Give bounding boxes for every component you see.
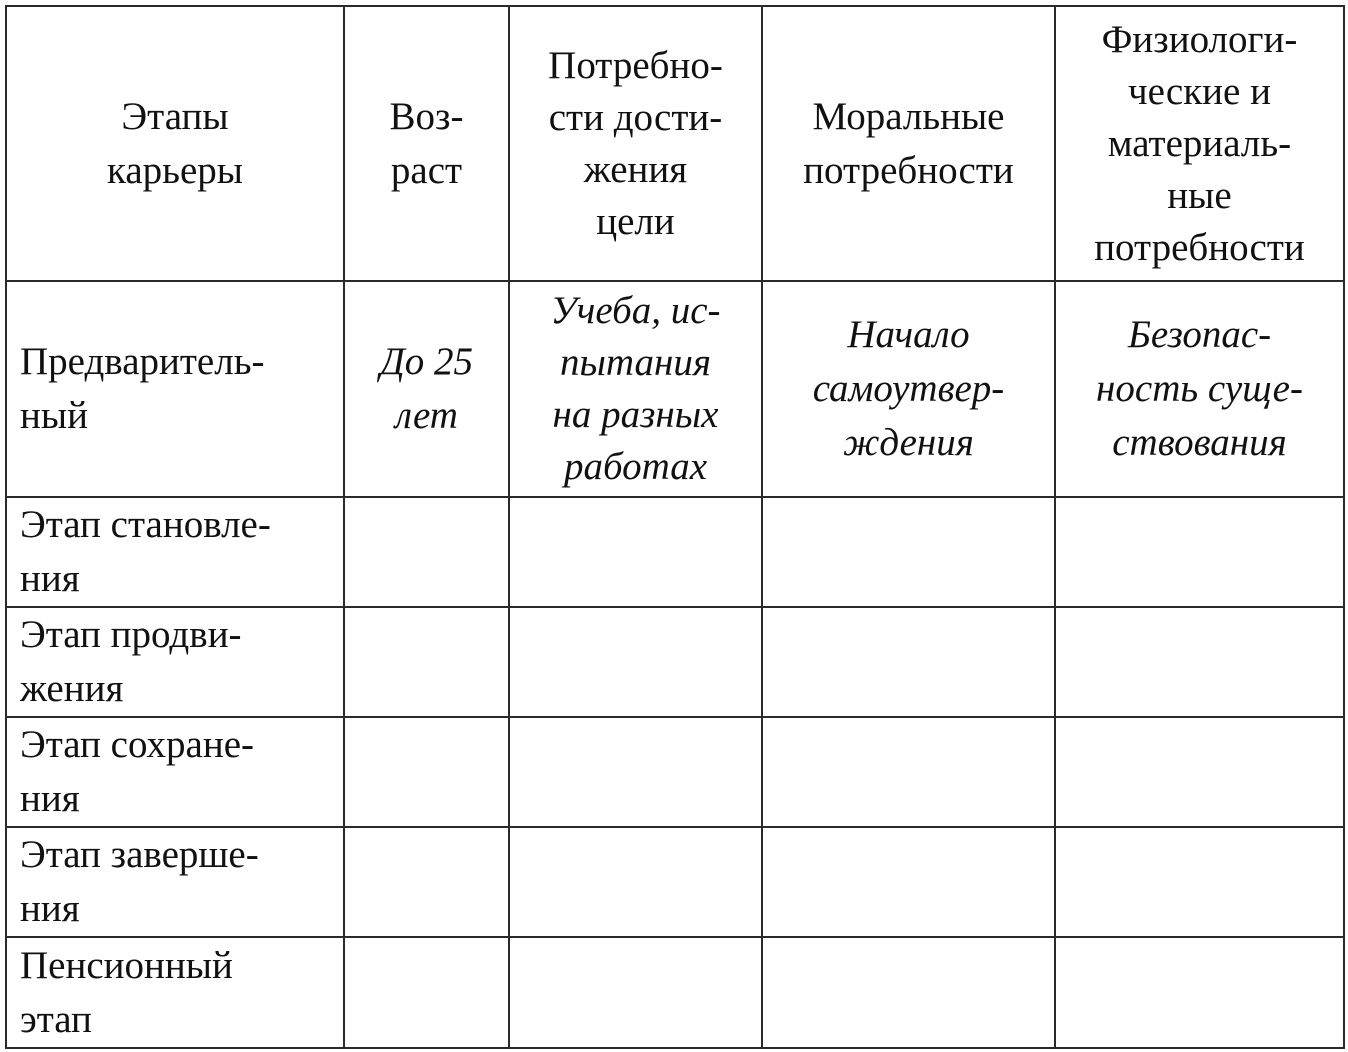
- table-row: [6, 717, 1344, 827]
- header-career-stages: Этапы карьеры: [6, 6, 344, 281]
- age-cell: [344, 937, 509, 1048]
- stage-cell: Этап становле- ния: [6, 497, 344, 607]
- table-row: [6, 827, 1344, 937]
- material-needs-cell: [1055, 937, 1344, 1048]
- goal-needs-cell: [509, 827, 762, 937]
- moral-needs-cell: [762, 497, 1055, 607]
- header-row: [6, 6, 1344, 281]
- goal-needs-cell: [509, 717, 762, 827]
- goal-needs-cell: [509, 937, 762, 1048]
- goal-needs-cell: Учеба, ис- пытания на разных работах: [509, 281, 762, 497]
- header-goal-needs: Потребно- сти дости- жения цели: [509, 6, 762, 281]
- goal-needs-cell: [509, 497, 762, 607]
- goal-needs-cell: [509, 607, 762, 717]
- material-needs-cell: [1055, 717, 1344, 827]
- moral-needs-cell: [762, 607, 1055, 717]
- age-cell: [344, 717, 509, 827]
- table-row: [6, 937, 1344, 1048]
- moral-needs-cell: [762, 937, 1055, 1048]
- stage-cell: Этап заверше- ния: [6, 827, 344, 937]
- header-material-needs: Физиологи- ческие и материаль- ные потребности: [1055, 6, 1344, 281]
- stage-cell: Этап сохране- ния: [6, 717, 344, 827]
- table-row: [6, 607, 1344, 717]
- age-cell: [344, 827, 509, 937]
- stage-cell: Пенсионный этап: [6, 937, 344, 1048]
- age-cell: До 25 лет: [344, 281, 509, 497]
- material-needs-cell: [1055, 827, 1344, 937]
- material-needs-cell: [1055, 607, 1344, 717]
- moral-needs-cell: [762, 717, 1055, 827]
- age-cell: [344, 607, 509, 717]
- material-needs-cell: [1055, 497, 1344, 607]
- moral-needs-cell: Начало самоутвер- ждения: [762, 281, 1055, 497]
- table-row: [6, 497, 1344, 607]
- moral-needs-cell: [762, 827, 1055, 937]
- table-row: [6, 281, 1344, 497]
- age-cell: [344, 497, 509, 607]
- material-needs-cell: Безопас- ность суще- ствования: [1055, 281, 1344, 497]
- stage-cell: Предваритель- ный: [6, 281, 344, 497]
- header-age: Воз- раст: [344, 6, 509, 281]
- header-moral-needs: Моральные потребности: [762, 6, 1055, 281]
- career-stages-table: [5, 5, 1345, 1049]
- stage-cell: Этап продви- жения: [6, 607, 344, 717]
